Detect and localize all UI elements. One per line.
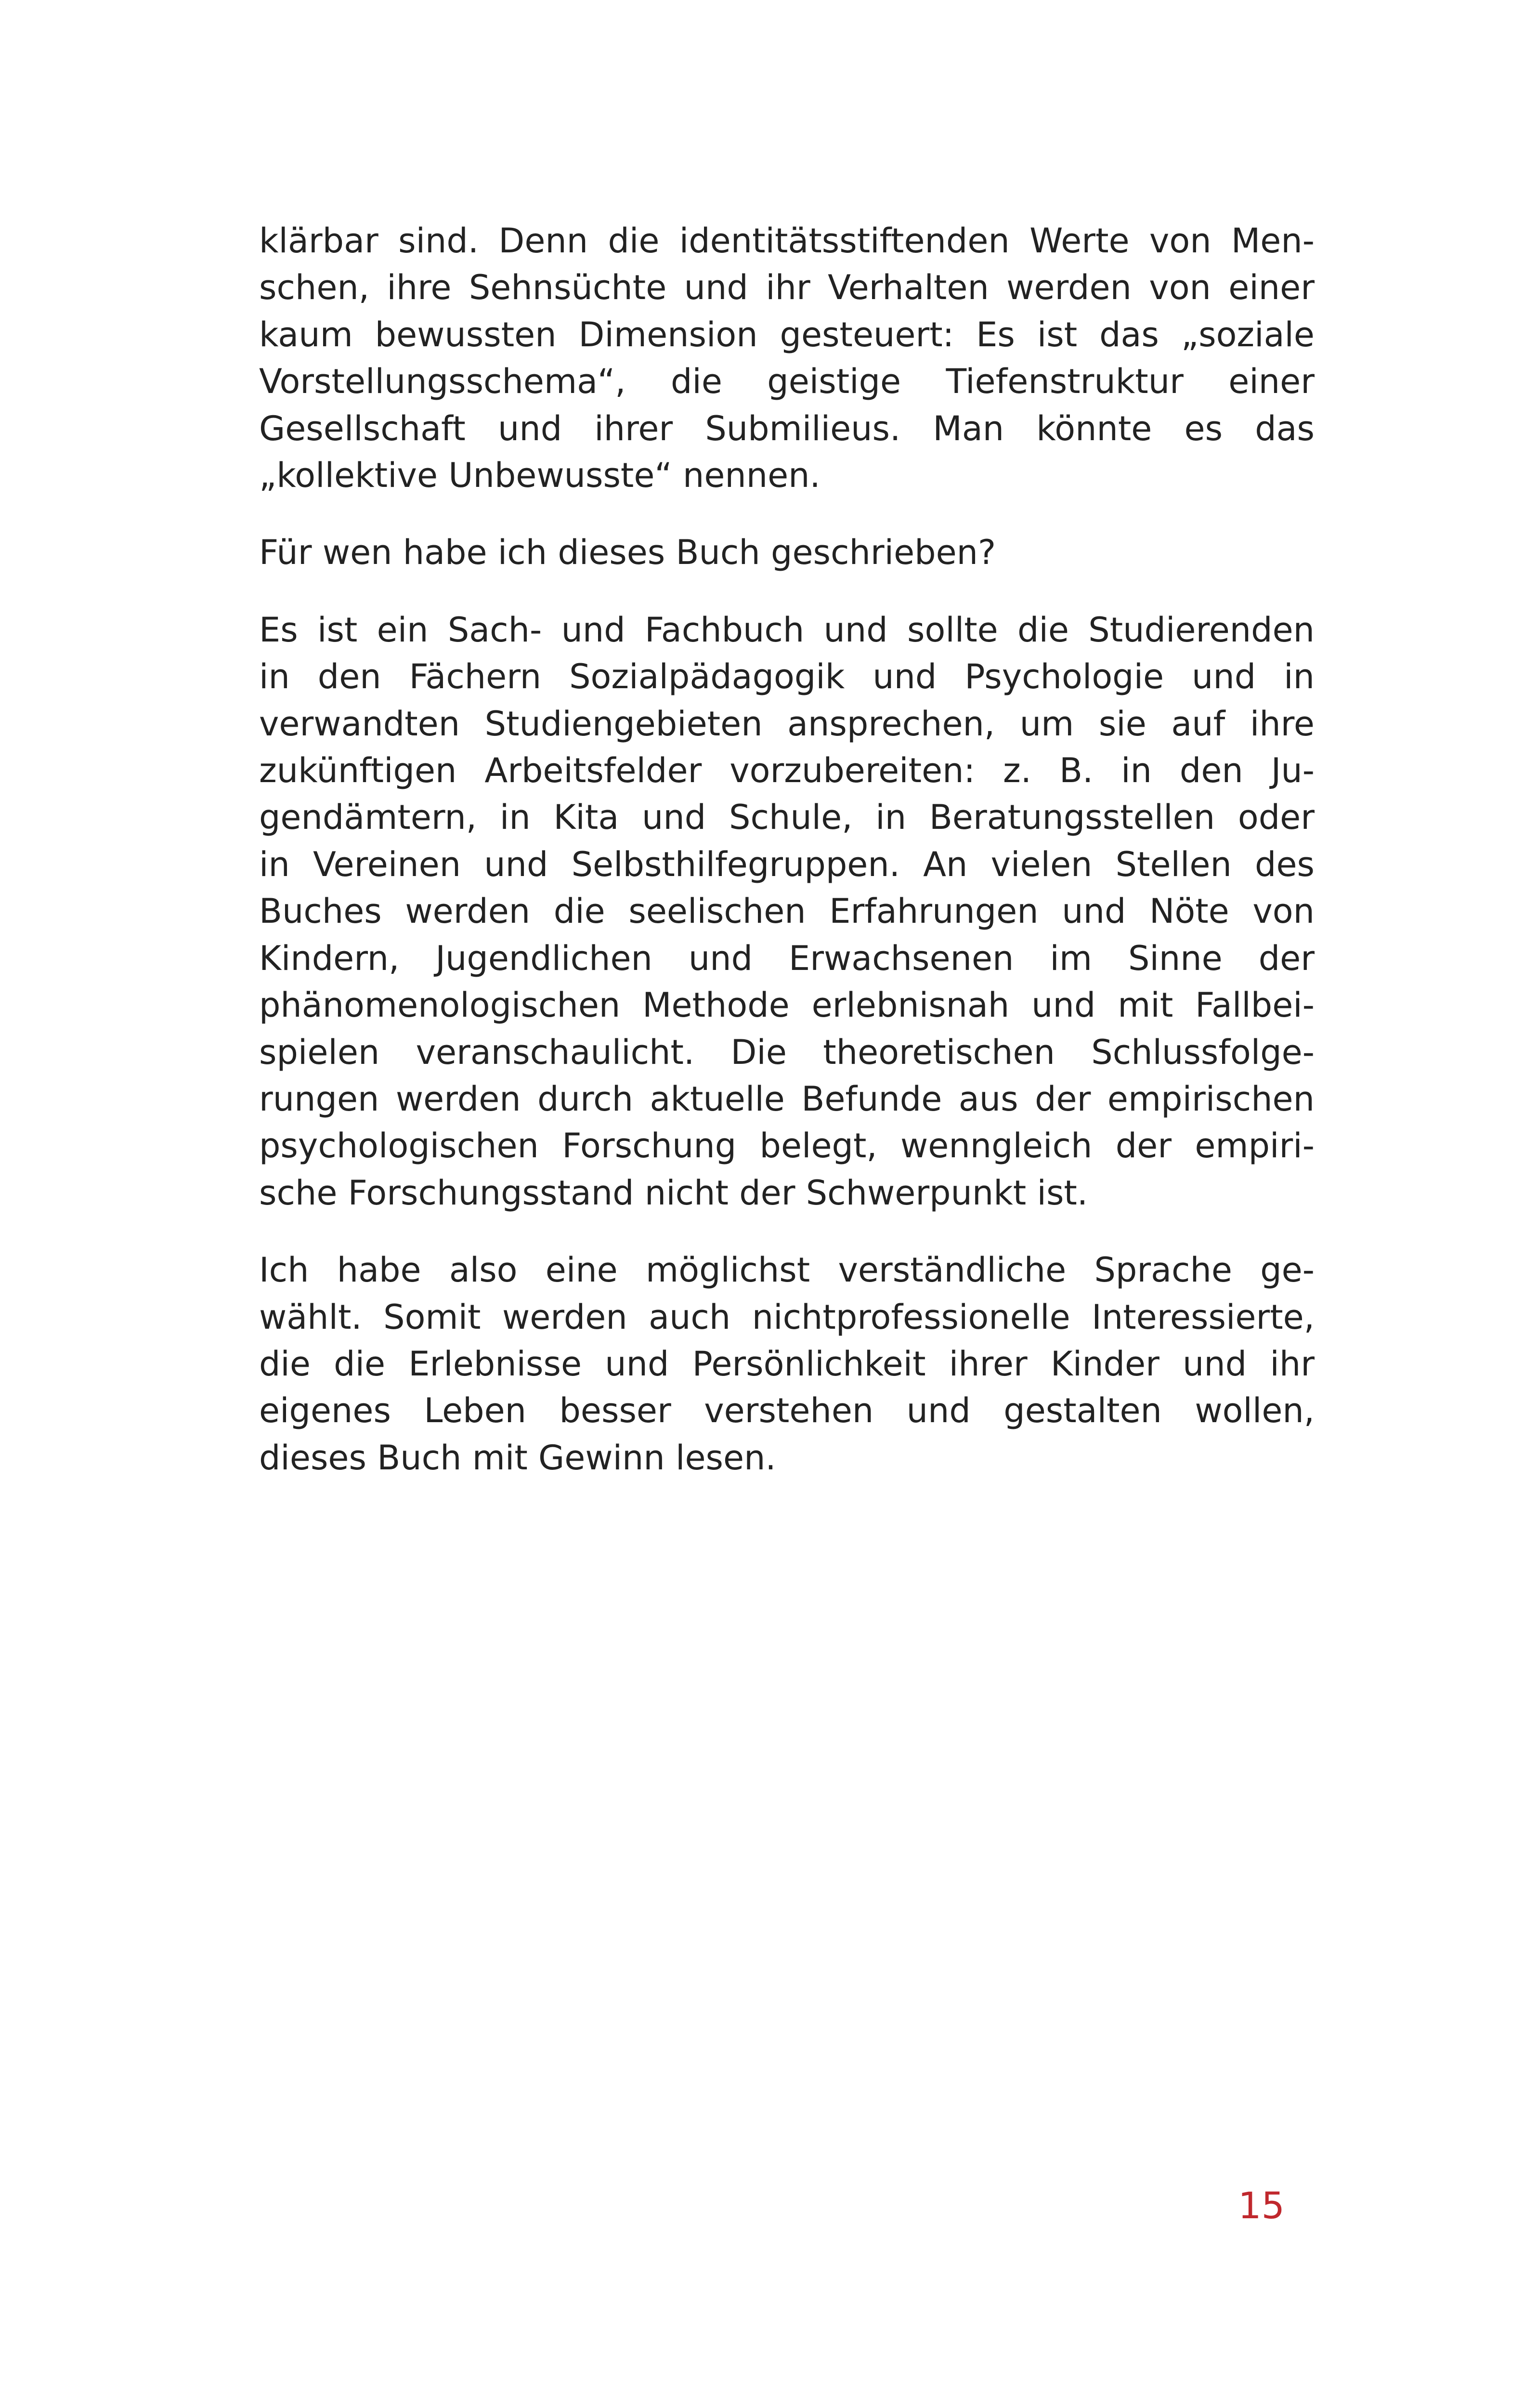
text-line: gendämtern, in Kita und Schule, in Beratungsstellen oder [259,798,1315,838]
text-line: Kindern, Jugendlichen und Erwachsenen im Sinne der [259,938,1315,978]
text-line: kaum bewussten Dimension gesteuert: Es ist das „soziale [259,314,1315,354]
page-number: 15 [1238,2184,1285,2227]
text-line: verwandten Studiengebieten ansprechen, um sie auf ihre [259,704,1315,744]
text-line: spielen veranschaulicht. Die theoretischen Schlussfolge- [259,1032,1315,1072]
paragraph-3 [259,607,1315,1217]
text-line: Gesellschaft und ihrer Submilieus. Man könnte es das [259,408,1315,448]
text-line: in Vereinen und Selbsthilfegruppen. An vielen Stellen des [259,844,1315,884]
text-line: dieses Buch mit Gewinn lesen. [259,1438,776,1478]
text-line: schen, ihre Sehnsüchte und ihr Verhalten werden von einer [259,268,1315,308]
text-line: Es ist ein Sach- und Fachbuch und sollte die Studierenden [259,610,1315,650]
text-line: eigenes Leben besser verstehen und gestalten wollen, [259,1391,1315,1431]
text-line: sche Forschungsstand nicht der Schwerpunkt ist. [259,1173,1088,1213]
text-line: wählt. Somit werden auch nichtprofessionelle Interessierte, [259,1297,1315,1337]
text-line: Ich habe also eine möglichst verständliche Sprache ge- [259,1250,1315,1290]
paragraph-2 [259,529,1315,576]
text-line: die die Erlebnisse und Persönlichkeit ihrer Kinder und ihr [259,1344,1315,1384]
text-line: „kollektive Unbewusste“ nennen. [259,456,821,496]
paragraph-1 [259,218,1315,499]
paragraph-4 [259,1247,1315,1481]
text-line: klärbar sind. Denn die identitätsstiftenden Werte von Men- [259,221,1315,261]
text-line: rungen werden durch aktuelle Befunde aus der empirischen [259,1079,1315,1119]
text-line: phänomenologischen Methode erlebnisnah und mit Fallbei- [259,985,1315,1025]
text-line: psychologischen Forschung belegt, wenngleich der empiri- [259,1126,1315,1166]
text-line: zukünftigen Arbeitsfelder vorzubereiten: z. B. in den Ju- [259,751,1315,791]
text-line: Für wen habe ich dieses Buch geschrieben? [259,533,996,573]
text-line: Buches werden die seelischen Erfahrungen und Nöte von [259,891,1315,931]
text-line: in den Fächern Sozialpädagogik und Psychologie und in [259,657,1315,697]
body-text [259,218,1315,1512]
text-line: Vorstellungsschema“, die geistige Tiefenstruktur einer [259,362,1315,402]
